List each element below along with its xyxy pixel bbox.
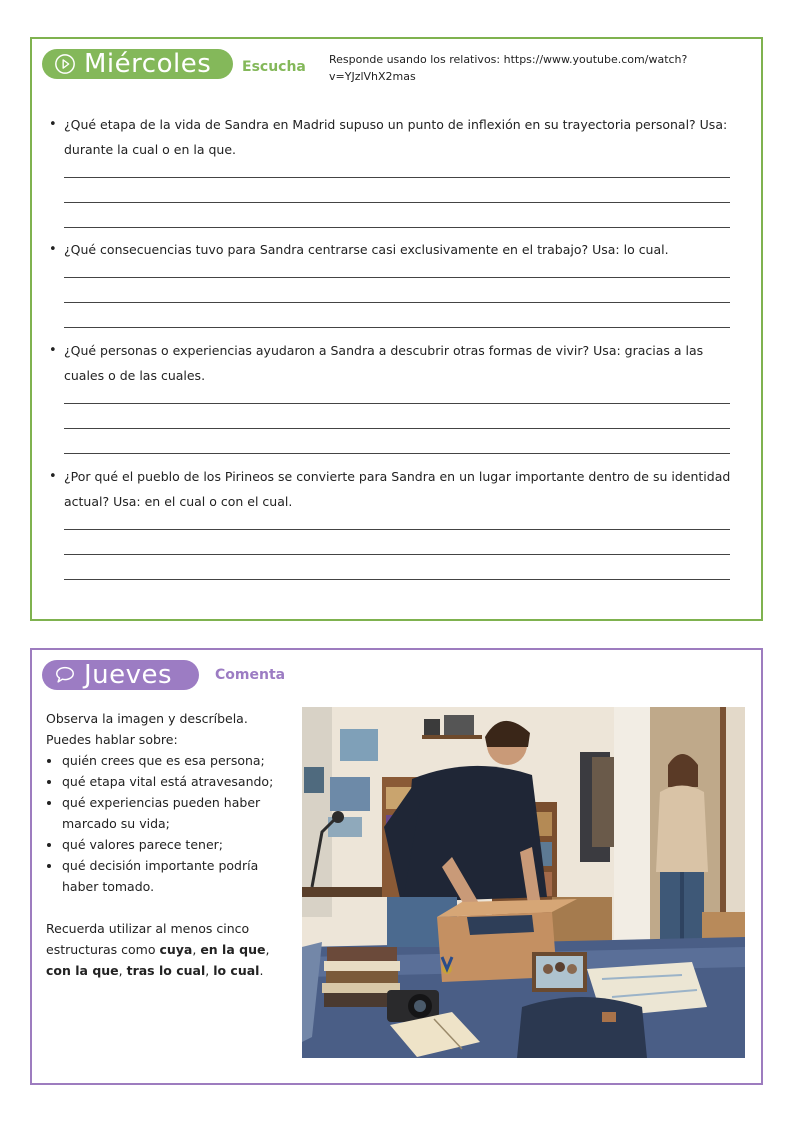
answer-line[interactable] [64, 302, 730, 303]
wednesday-instruction: Responde usando los relativos: https://www.youtube.com/watch?v=YJzlVhX2mas [329, 53, 688, 83]
structure-2: en la que [200, 942, 266, 957]
question-4 [64, 464, 734, 580]
intro-line-2: Puedes hablar sobre: [46, 732, 178, 747]
topic-item: • qué valores parece tener; [62, 834, 296, 855]
question-text: • ¿Por qué el pueblo de los Pirineos se convierte para Sandra en un lugar importante dentro de su identidad actual? Usa: en el cual o con el cual. [64, 464, 734, 514]
question-2 [64, 237, 734, 328]
answer-line[interactable] [64, 277, 730, 278]
wednesday-section [30, 37, 763, 621]
wednesday-title: Miércoles [84, 49, 212, 79]
answer-line[interactable] [64, 202, 730, 203]
structure-1: cuya [159, 942, 193, 957]
thursday-title: Jueves [84, 660, 173, 690]
intro-line-1: Observa la imagen y descríbela. [46, 711, 248, 726]
question-3 [64, 338, 734, 454]
thursday-header-pill [42, 660, 199, 690]
question-text: • ¿Qué personas o experiencias ayudaron a Sandra a descubrir otras formas de vivir? Usa: gracias a las cuales o de las cuales. [64, 338, 734, 388]
answer-line[interactable] [64, 403, 730, 404]
structure-3: con la que [46, 963, 119, 978]
reminder-text: Recuerda utilizar al menos cinco estructuras como [46, 921, 250, 957]
topic-list [46, 750, 296, 897]
topic-item: • qué etapa vital está atravesando; [62, 771, 296, 792]
bedroom-packing-photo [302, 707, 745, 1058]
play-circle-icon [54, 53, 76, 75]
answer-line[interactable] [64, 453, 730, 454]
speech-bubble-icon [54, 664, 76, 686]
topic-item: • quién crees que es esa persona; [62, 750, 296, 771]
answer-line[interactable] [64, 428, 730, 429]
answer-line[interactable] [64, 327, 730, 328]
thursday-section [30, 648, 763, 1085]
thursday-tag: Comenta [215, 667, 286, 683]
answer-line[interactable] [64, 554, 730, 555]
wednesday-tag: Escucha [242, 59, 306, 75]
reminder: Recuerda utilizar al menos cinco estructuras como cuya, en la que, con la que, tras lo cual, lo cual. [46, 921, 270, 978]
thursday-instructions [46, 708, 296, 981]
structure-5: lo cual [213, 963, 260, 978]
structure-4: tras lo cual [126, 963, 206, 978]
question-text: • ¿Qué consecuencias tuvo para Sandra centrarse casi exclusivamente en el trabajo? Usa: lo cual. [64, 237, 734, 262]
question-text: • ¿Qué etapa de la vida de Sandra en Madrid supuso un punto de inflexión en su trayectoria personal? Usa: durante la cual o en la que. [64, 112, 734, 162]
answer-line[interactable] [64, 529, 730, 530]
topic-item: • qué decisión importante podría haber tomado. [62, 855, 296, 897]
answer-line[interactable] [64, 227, 730, 228]
answer-line[interactable] [64, 177, 730, 178]
topic-item: • qué experiencias pueden haber marcado su vida; [62, 792, 296, 834]
answer-line[interactable] [64, 579, 730, 580]
wednesday-header-pill [42, 49, 233, 79]
reminder-end: . [259, 963, 264, 978]
question-1 [64, 112, 734, 228]
